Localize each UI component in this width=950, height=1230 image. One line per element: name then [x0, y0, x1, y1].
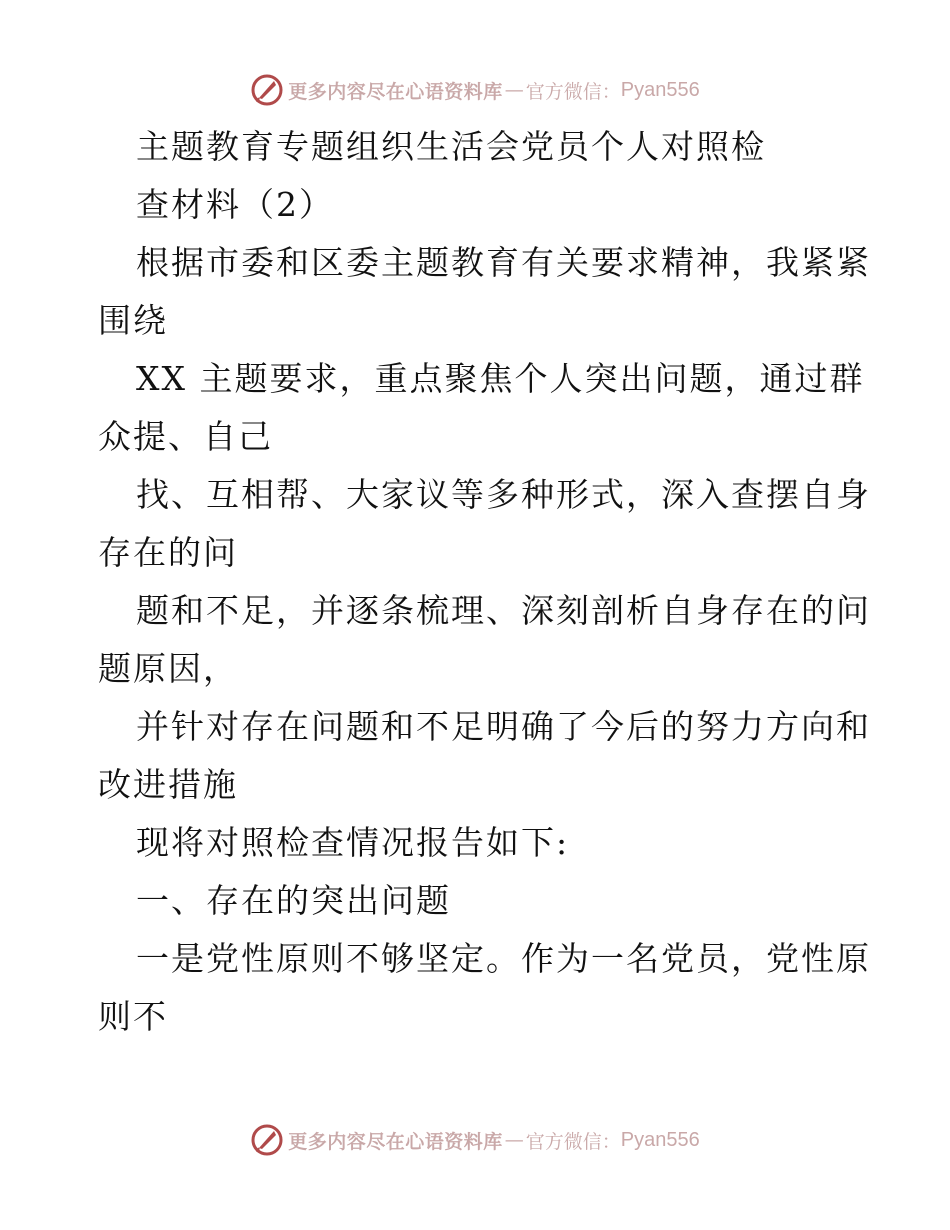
text-line: 主题教育专题组织生活会党员个人对照检 — [136, 127, 766, 166]
document-body — [98, 118, 871, 1046]
text-line: 一、存在的突出问题 — [136, 881, 451, 920]
text-line: XX 主题要求，重点聚焦个人突出问题，通过群 — [136, 359, 865, 398]
banner-label: 官方微信： — [525, 1130, 621, 1153]
banner-wechat-id: Pyan556 — [620, 1128, 700, 1151]
text-line: 并针对存在问题和不足明确了今后的努力方向和 — [136, 707, 871, 746]
text-line: 现将对照检查情况报告如下: — [136, 823, 570, 862]
text-line: 找、互相帮、大家议等多种形式，深入查摆自身 — [136, 475, 871, 514]
text-line: 存在的问 — [98, 533, 238, 572]
text-line: 一是党性原则不够坚定。作为一名党员，党性原 — [136, 939, 871, 978]
text-line: 则不 — [98, 997, 168, 1036]
banner-wechat-id: Pyan556 — [620, 78, 700, 101]
text-line: 改进措施 — [98, 765, 238, 804]
text-line: 根据市委和区委主题教育有关要求精神，我紧紧 — [136, 243, 871, 282]
text-line: 众提、自己 — [98, 417, 273, 456]
header-banner — [0, 70, 950, 110]
banner-dash: — — [504, 1129, 524, 1151]
banner-brand-text: 更多内容尽在心语资料库 — [288, 1130, 503, 1153]
text-line: 查材料（2） — [136, 185, 334, 224]
banner-brand-text: 更多内容尽在心语资料库 — [288, 80, 503, 103]
banner-dash: — — [504, 79, 524, 101]
text-line: 题原因， — [98, 649, 238, 688]
feather-pen-logo-icon — [250, 1123, 284, 1157]
footer-banner — [0, 1120, 950, 1160]
banner-label: 官方微信： — [525, 80, 621, 103]
text-line: 题和不足，并逐条梳理、深刻剖析自身存在的问 — [136, 591, 871, 630]
text-line: 围绕 — [98, 301, 168, 340]
feather-pen-logo-icon — [250, 73, 284, 107]
